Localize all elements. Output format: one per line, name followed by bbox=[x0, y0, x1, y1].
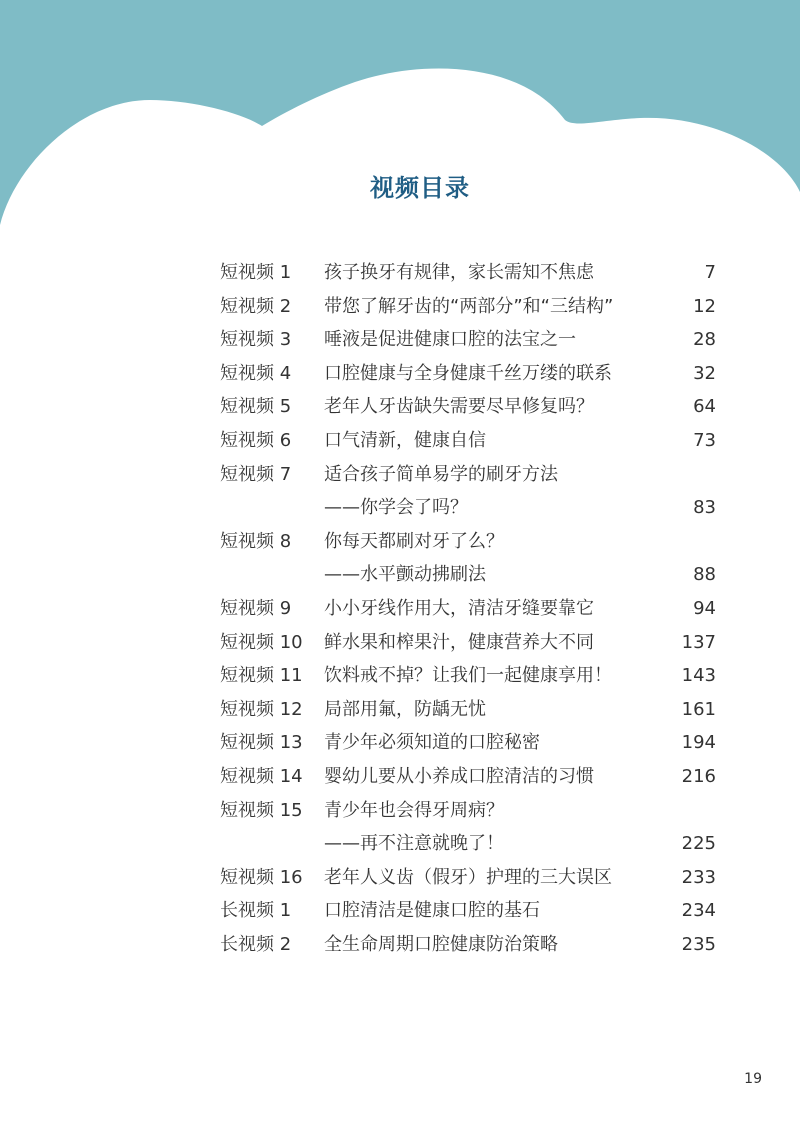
page-number: 19 bbox=[744, 1071, 762, 1087]
toc-page-number: 73 bbox=[693, 429, 716, 451]
toc-row bbox=[220, 458, 716, 492]
toc-video-title: 婴幼儿要从小养成口腔清洁的习惯 bbox=[324, 765, 594, 787]
toc-row bbox=[220, 558, 716, 592]
toc-video-label: 长视频 2 bbox=[220, 933, 292, 955]
toc-page-number: 234 bbox=[681, 900, 716, 922]
toc-video-title: 带您了解牙齿的“两部分”和“三结构” bbox=[324, 295, 614, 317]
toc-video-title: 局部用氟，防龋无忧 bbox=[324, 698, 486, 720]
toc-video-label: 短视频 3 bbox=[220, 329, 292, 351]
toc-video-label: 短视频 2 bbox=[220, 295, 292, 317]
toc-video-label: 长视频 1 bbox=[220, 900, 292, 922]
toc-video-label: 短视频 11 bbox=[220, 665, 303, 687]
toc-row bbox=[220, 760, 716, 794]
toc-video-title: 适合孩子简单易学的刷牙方法 bbox=[324, 463, 558, 485]
toc-video-title: 孩子换牙有规律，家长需知不焦虑 bbox=[324, 262, 594, 283]
toc-page-number: 235 bbox=[681, 933, 716, 955]
toc-row bbox=[220, 290, 716, 324]
toc-row bbox=[220, 693, 716, 727]
toc-page-number: 137 bbox=[681, 631, 716, 653]
toc-video-title: 青少年也会得牙周病？ bbox=[324, 799, 504, 821]
toc-row bbox=[220, 894, 716, 928]
toc-page-number: 12 bbox=[693, 295, 716, 317]
toc-video-title: 小小牙线作用大，清洁牙缝要靠它 bbox=[324, 597, 594, 619]
toc-row bbox=[220, 861, 716, 895]
toc-page-number: 7 bbox=[704, 262, 716, 283]
toc-page-number: 94 bbox=[693, 597, 716, 619]
page-title: 视频目录 bbox=[370, 174, 470, 202]
toc-page-number: 161 bbox=[681, 698, 716, 720]
toc-page-number: 32 bbox=[693, 362, 716, 384]
toc-video-label: 短视频 1 bbox=[220, 262, 292, 283]
toc-video-label: 短视频 5 bbox=[220, 396, 292, 418]
toc-video-title: 口腔健康与全身健康千丝万缕的联系 bbox=[324, 362, 612, 384]
toc-video-label: 短视频 12 bbox=[220, 698, 303, 720]
toc-video-label: 短视频 10 bbox=[220, 631, 303, 653]
toc-video-label: 短视频 7 bbox=[220, 463, 292, 485]
toc-video-label: 短视频 8 bbox=[220, 530, 292, 552]
table-of-contents bbox=[220, 256, 716, 961]
toc-video-title: 鲜水果和榨果汁，健康营养大不同 bbox=[324, 631, 594, 653]
toc-video-title: 老年人牙齿缺失需要尽早修复吗？ bbox=[324, 396, 594, 418]
toc-video-label: 短视频 6 bbox=[220, 429, 292, 451]
toc-video-title: ——你学会了吗？ bbox=[324, 497, 468, 519]
toc-row bbox=[220, 525, 716, 559]
cloud-header-background bbox=[0, 0, 800, 260]
toc-video-title: 口腔清洁是健康口腔的基石 bbox=[324, 900, 540, 922]
toc-video-label: 短视频 14 bbox=[220, 765, 303, 787]
toc-row bbox=[220, 323, 716, 357]
toc-video-title: ——再不注意就晚了！ bbox=[324, 833, 504, 855]
toc-page-number: 225 bbox=[681, 833, 716, 855]
toc-video-title: 全生命周期口腔健康防治策略 bbox=[324, 933, 558, 955]
toc-video-label: 短视频 13 bbox=[220, 732, 303, 754]
toc-video-title: 饮料戒不掉？让我们一起健康享用！ bbox=[324, 665, 612, 687]
toc-row bbox=[220, 726, 716, 760]
toc-page-number: 216 bbox=[681, 765, 716, 787]
toc-row bbox=[220, 794, 716, 828]
toc-row bbox=[220, 827, 716, 861]
toc-video-label: 短视频 15 bbox=[220, 799, 303, 821]
toc-video-title: ——水平颤动拂刷法 bbox=[324, 564, 486, 586]
toc-row bbox=[220, 390, 716, 424]
toc-page-number: 194 bbox=[681, 732, 716, 754]
toc-page-number: 28 bbox=[693, 329, 716, 351]
toc-row bbox=[220, 659, 716, 693]
toc-video-title: 青少年必须知道的口腔秘密 bbox=[324, 732, 540, 754]
toc-video-title: 唾液是促进健康口腔的法宝之一 bbox=[324, 329, 576, 351]
toc-page-number: 83 bbox=[693, 497, 716, 519]
toc-row bbox=[220, 256, 716, 290]
toc-row bbox=[220, 424, 716, 458]
toc-row bbox=[220, 626, 716, 660]
toc-page-number: 233 bbox=[681, 866, 716, 888]
toc-row bbox=[220, 357, 716, 391]
toc-video-title: 你每天都刷对牙了么？ bbox=[324, 530, 504, 552]
toc-row bbox=[220, 928, 716, 962]
toc-video-label: 短视频 9 bbox=[220, 597, 292, 619]
toc-page-number: 88 bbox=[693, 564, 716, 586]
toc-video-label: 短视频 16 bbox=[220, 866, 303, 888]
toc-page-number: 143 bbox=[681, 665, 716, 687]
toc-row bbox=[220, 592, 716, 626]
toc-video-label: 短视频 4 bbox=[220, 362, 292, 384]
toc-row bbox=[220, 491, 716, 525]
toc-video-title: 老年人义齿（假牙）护理的三大误区 bbox=[324, 866, 612, 888]
toc-page-number: 64 bbox=[693, 396, 716, 418]
toc-video-title: 口气清新，健康自信 bbox=[324, 429, 486, 451]
